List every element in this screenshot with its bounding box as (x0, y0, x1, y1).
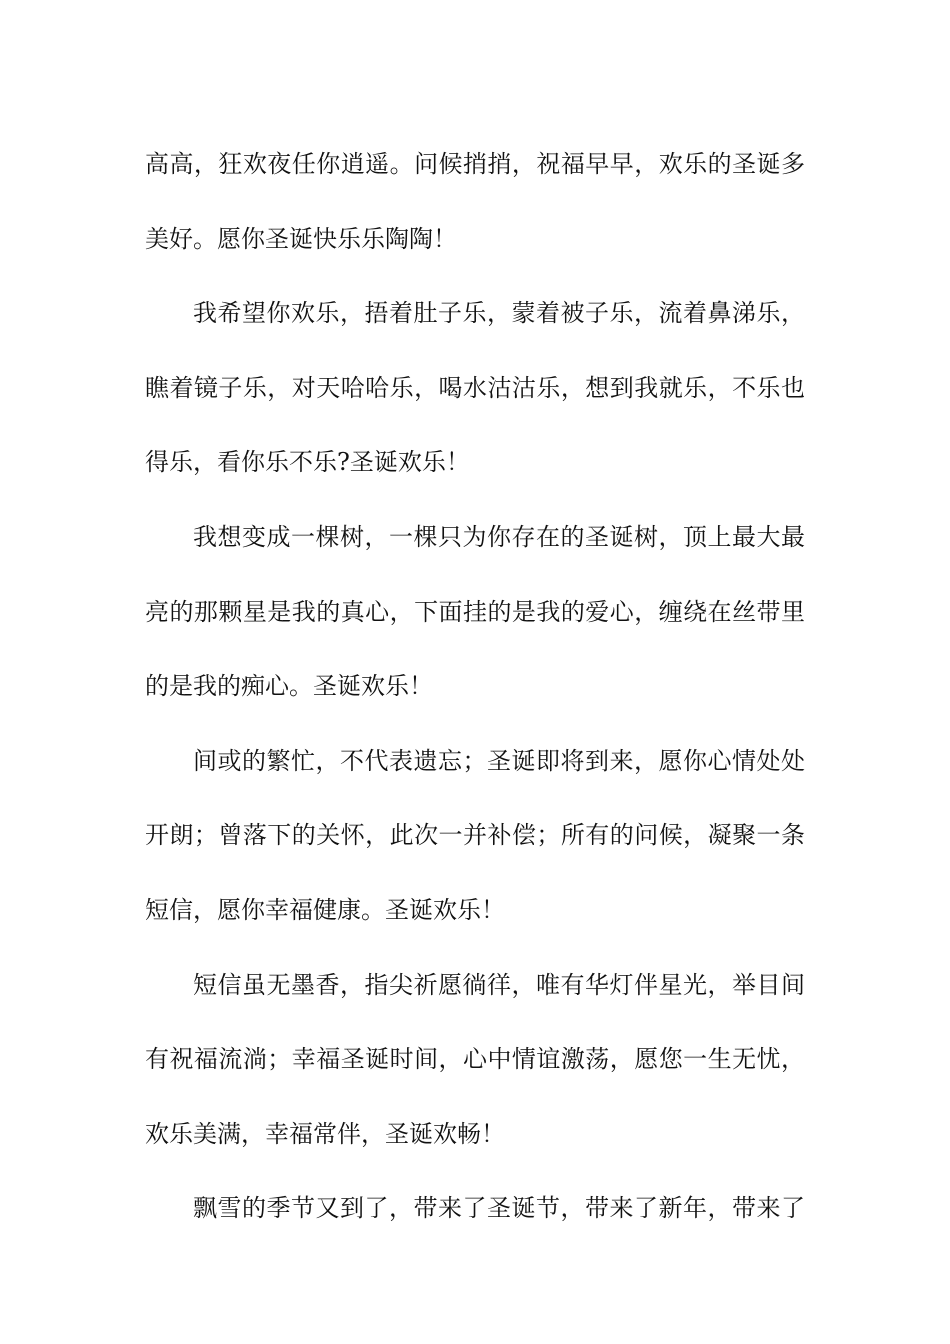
text-line: 短信，愿你幸福健康。圣诞欢乐！ (145, 895, 505, 924)
text-line: 有祝福流淌；幸福圣诞时间，心中情谊激荡，愿您一生无忧， (145, 1045, 805, 1074)
text-line: 的是我的痴心。圣诞欢乐！ (145, 672, 433, 701)
text-line: 欢乐美满，幸福常伴，圣诞欢畅！ (145, 1119, 505, 1148)
paragraph-first-line: 飘雪的季节又到了，带来了圣诞节，带来了新年，带来了 (193, 1194, 805, 1223)
text-line: 瞧着镜子乐，对天哈哈乐，喝水沽沽乐，想到我就乐，不乐也 (145, 373, 805, 402)
text-line: 高高，狂欢夜任你逍遥。问候捎捎，祝福早早，欢乐的圣诞多 (145, 150, 805, 178)
paragraph-first-line: 我想变成一棵树，一棵只为你存在的圣诞树，顶上最大最 (193, 522, 805, 551)
paragraph-first-line: 我希望你欢乐，捂着肚子乐，蒙着被子乐，流着鼻涕乐， (193, 299, 805, 328)
text-line: 亮的那颗星是我的真心，下面挂的是我的爱心，缠绕在丝带里 (145, 597, 805, 626)
text-line: 美好。愿你圣诞快乐乐陶陶！ (145, 224, 457, 253)
text-line: 得乐，看你乐不乐?圣诞欢乐！ (145, 448, 470, 477)
text-line: 开朗；曾落下的关怀，此次一并补偿；所有的问候，凝聚一条 (145, 821, 805, 850)
paragraph-first-line: 间或的繁忙，不代表遗忘；圣诞即将到来，愿你心情处处 (193, 746, 805, 775)
paragraph-first-line: 短信虽无墨香，指尖祈愿徜徉，唯有华灯伴星光，举目间 (193, 970, 805, 999)
document-body (145, 127, 805, 1246)
